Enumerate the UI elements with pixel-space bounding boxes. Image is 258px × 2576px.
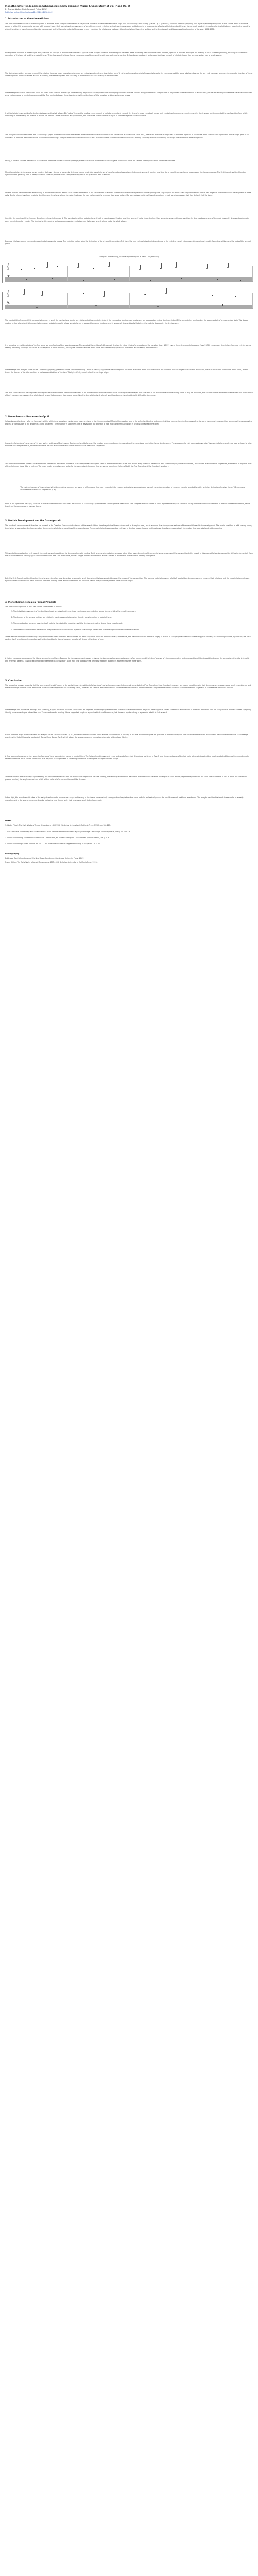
section-heading-bibliography: Bibliography <box>5 852 20 855</box>
article-title: Monothematic Tendencies in Schoenberg's Early Chamber Music: A Case Study of Op. 7 and Op. 9 <box>5 5 130 8</box>
score-brace <box>2 292 4 310</box>
paragraph: The dual-source account has important consequences for the question of monothematicism. If the themes of the work are derived from two independent shapes, then the work is not monothematic in the strong sense. It may be, however, that the two shapes are themselves related: the fourth-chord of bar 1 contains, as a subset, the whole-tone trichord that generates the second group. Whether this relation is structurally significant or merely coincidental is difficult to determine. <box>5 392 253 397</box>
paragraph: That the attempt was ultimately superseded by the twelve-tone method does not diminish its importance. On the contrary, the techniques of motivic saturation and continuous variation developed in these works prepared the ground for the serial practice of the 1920s, in which the row would provide precisely the single source from which all the material of a composition could be derived. <box>5 776 247 781</box>
list-item: 2. The themes of the several sections are related by continuous variation rather than by transformation of a single theme. <box>11 616 112 618</box>
section-heading-intro: 1. Introduction -- Monothematicism <box>5 17 49 20</box>
list-item: 4. The coherence of the whole depends on the perception of intervallic and rhythmic relationships rather than on the recognition of literal thematic returns. <box>11 629 140 631</box>
paragraph: The practical consequences of this view are evident in the Chamber Symphony's treatment of the recapitulation. Here the principal theme returns not in its original form, but in a version that incorporates features of the material heard in the development. The fourths are filled in with passing notes; the rhythm is augmented; the harmonisation draws on the whole-tone sonorities of the second group. The recapitulation thus presents a synthesis of the two source shapes, and in doing so it realises retrospectively the relation that was only latent at the opening. <box>5 524 252 530</box>
paragraph: This synthetic recapitulation is, I suggest, the most convincing evidence for the monothematic reading. But it is a monothematicism achieved rather than given: the unity of the material is not a premise of the composition but its result. In this respect Schoenberg's practice differs fundamentally from that of the nineteenth-century cyclic tradition associated with Liszt and Franck, where a single theme is transformed across a series of movements but retains its identity throughout. <box>5 552 253 557</box>
bibliography-entry: Dahlhaus, Carl. Schoenberg and the New Music. Cambridge: Cambridge University Press, 1987. <box>5 857 84 859</box>
paragraph: Schoenberg's own analytic notes on the Chamber Symphony, preserved in the Arnold Schönberg Center in Vienna, suggest that he too regarded the work as built on more than one source. He identifies two 'Grundgestalten' for the exposition, one built on fourths and one on whole tones, and he traces the themes of the later sections to various combinations of the two. This is, in effect, a dual rather than a single origin. <box>5 369 249 374</box>
paragraph: Schoenberg himself was ambivalent about the term. In his lectures and essays he repeatedly emphasised the importance of 'developing variation' and the need for every element of a composition to be justified by its relationship to a basic idea, yet he was equally insistent that variety and contrast were indispensable to musical comprehensibility. The tension between these two demands lies at the heart of the analytical problems discussed below. <box>5 92 252 97</box>
figure-caption: Example 1. Schoenberg, Chamber Symphony Op. 9, bars 1-12 (reduction) <box>99 256 159 258</box>
paragraph: The preceding analysis suggests that the term 'monothematic' needs to be used with care in relation to Schoenberg's early chamber music. In the weak sense, both the First Quartet and the Chamber Symphony are clearly monothematic: their themes share a recognisable family resemblance, and the relationships between them are audible and structurally significant. In the strong sense, however, the claim is difficult to sustain, since the themes cannot all be derived from a single source without recourse to transformations so general as to make the derivation vacuous. <box>5 684 251 689</box>
article-link-line[interactable]: Published online: https://doi.org/10.1234/mt.2016.0042 <box>5 11 53 13</box>
paragraph: These features distinguish Schoenberg's single-movement forms from the earlier models on which they draw. In Liszt's B minor Sonata, for example, the transformation of themes is largely a matter of changing character while preserving pitch content; in Schoenberg's works, by contrast, the pitch content itself is continuously reworked, so that the identity of a theme becomes a matter of degree rather than of kind. <box>5 636 251 641</box>
paragraph: Monothematicism, in the strong sense, requires that every theme of a work be derivable from a single idea by a finite set of transformational operations. In the weak sense, it requires only that the principal themes share a recognisable family resemblance. The First Quartet and the Chamber Symphony are generally held to satisfy the weak criterion; whether they satisfy the strong one is the question I wish to address. <box>5 171 246 176</box>
footnote: 4. Arnold Schönberg Center, Vienna, MS 14-21. The notes are undated but appear to belong to the period 1917-20. <box>5 843 101 845</box>
bibliography-entry: Frisch, Walter. The Early Works of Arnold Schoenberg, 1893-1908. Berkeley: University of California Press, 1993. <box>5 861 98 863</box>
paragraph: The term 'monothematicism' is commonly used to describe music composed so that all of its principal thematic material derives from a single idea. Schoenberg's First String Quartet, Op. 7 (1904-05) and the Chamber Symphony, Op. 9 (1906) are frequently cited as the central works of his tonal period in which this procedure is pursued with unusual rigour. Both works fuse the movements of a multi-movement cycle into a single continuous span, and both derive a large number of ostensibly independent themes from a small stock of intervallic cells. In what follows I examine the extent to which the notion of a single generating idea can account for the thematic content of these works, and I consider the relationship between Schoenberg's later theoretical writings on the Grundgestalt and his compositional practice of the years 1904-1906. <box>5 23 250 30</box>
article-author-line: By Thomas Walker, Music Research Fellow (2016) <box>5 8 47 10</box>
paragraph: Consider the opening of the Chamber Symphony, shown in Example 1. The work begins with a sustained chord built of superimposed fourths, resolving onto an F major triad; the horn then presents an ascending series of fourths that has become one of the most frequently discussed gestures in early twentieth-century music. The fourth-chord is heard as a dissonance requiring resolution, and its tension is a structural motor for what follows. <box>5 217 249 223</box>
section-heading-notes: Notes <box>5 819 12 822</box>
section-heading-grundgestalt: 3. Motivic Development and the Grundgestalt <box>5 519 61 522</box>
list-item: 3. The recapitulation presents a synthesis of material from both the exposition and the development, rather than a literal restatement. <box>11 622 123 624</box>
footnote: 3. Arnold Schoenberg, Fundamentals of Musical Composition, ed. Gerald Strang and Leonard Stein (London: Faber, 1967), p. 8. <box>5 837 110 839</box>
paragraph: The formal consequences of this view can be summarised as follows: <box>5 606 62 608</box>
paragraph: Future research might fruitfully extend this analysis to the Second Quartet, Op. 10, where the introduction of a voice and the abandonment of tonality in the final movements pose the question of thematic unity in a new and more radical form. It would also be valuable to compare Schoenberg's practice with that of his pupils, particularly Berg's Piano Sonata Op. 1, which adopts the single-movement monothematic model with notable fidelity. <box>5 734 248 739</box>
paragraph: The most striking feature of this passage is the way in which the horn's rising fourths are reinterpreted harmonically. In bar 4 the cumulative fourth-chord functions as an appoggiatura to the dominant; in bar 8 the same pitches are heard as the upper partials of an augmented sixth. This double reading is characteristic of Schoenberg's technique: a single intervallic shape is made to serve opposed harmonic functions, and it is precisely this ambiguity that gives the material its capacity for development. <box>5 319 248 325</box>
paragraph: My argument proceeds in three stages. First, I review the concept of monothematicism as it appears in the analytic literature and distinguish between weak and strong versions of the claim. Second, I present a detailed reading of the opening of the Chamber Symphony, focusing on the motivic derivation of the horn call and the principal theme. Third, I consider the larger formal consequences of the monothematic approach and argue that Schoenberg's practice is better described as a network of related shapes than as a derivation from a single source. <box>5 52 248 57</box>
footnote: 2. Carl Dahlhaus, Schoenberg and the New Music, trans. Derrick Puffett and Alfred Clayton (Cambridge: Cambridge University Press, 1987), pp. 128-33. <box>5 831 131 833</box>
paragraph: Example 1 (shown below) reduces the opening to its essential voices. The reduction makes clear the derivation of the principal theme (bars 5-8) from the horn call, and also the independence of the cello line, which introduces a descending chromatic figure that will become the basis of the second group. <box>5 240 251 245</box>
paragraph: The analytic tradition associated with Schoenberg's pupils and their successors has tended to take the composer's own account of his methods at face value. Erwin Ratz, Josef Rufer and later Rudolph Reti all describe a process in which the whole composition is projected from a single germ. Carl Dahlhaus, in contrast, warned that such accounts risk confusing a compositional ideal with an analytical fact. In the discussion that follows I take Dahlhaus's warning seriously without abandoning the insight that the earlier writers captured. <box>5 134 249 139</box>
footnote: 1. Walter Frisch, The Early Works of Arnold Schoenberg, 1893-1908 (Berkeley: University of California Press, 1993), pp. 180-219. <box>5 824 111 826</box>
section-heading-formal: 4. Monothematicism as a Formal Principle <box>5 601 57 603</box>
list-item: 1. The individual movements of the traditional cycle are absorbed into a single continuous span, with the sonata form providing the overall framework. <box>11 610 136 612</box>
music-score-figure <box>5 262 253 316</box>
section-heading-conclusion: 5. Conclusion <box>5 679 22 682</box>
paragraph: Schoenberg's own theoretical writings, read carefully, support this more nuanced conclusion. His emphasis on developing variation and on the local relations between adjacent ideas suggests a chain rather than a tree model of thematic derivation, and his analytic notes on the Chamber Symphony identify two source shapes rather than one. The monothematic reading, I have suggested, captures a genuine feature of the music, but it does so by describing as a premise what is in fact a result. <box>5 709 251 714</box>
paragraph: Schoenberg's later theory offers a framework within which these questions can be posed more precisely. In the Fundamentals of Musical Composition and in the unfinished treatise on the musical idea, he describes the Grundgestalt as the germ from which a composition grows, and he compares the process of composition to the growth of a living organism. The metaphor is suggestive, but it leaves open the question of how much of the finished work is actually contained in the germ. <box>5 420 252 426</box>
paragraph: The distinction matters because much of the existing literature treats monothematicism as an evaluative rather than a descriptive term. To call a work monothematic is frequently to praise its coherence; yet the same label can obscure the very real contrasts on which the dramatic structure of these works depends. A more nuanced account is needed, one that recognises both the unity of the material and the diversity of its characters. <box>5 72 253 77</box>
paragraph: In this light, the monothematic ideal of the early chamber works appears as a stage on the way to the twelve-tone method, a compositional aspiration that could be fully realised only when the tonal framework had been abandoned. The analytic tradition that reads these works as already monothematic in the strong sense may thus be projecting onto them a unity that belongs properly to the later music. <box>5 796 244 802</box>
block-quote: "The main advantage of this method is that the smallest elements are used in all forms and that many characteristic changes and relations are produced by such elements. A relation of contents can also be established by a similar derivation of motive forms." (Schoenberg, Fundamentals of Musical Composition, p. 8) <box>20 486 246 492</box>
score-brace <box>2 265 4 283</box>
paragraph: In practice Schoenberg's analyses of his own works, and those of Brahms and Beethoven, tend to focus on the relation between adjacent themes rather than on a global derivation from a single source. The procedure he calls 'developing variation' is essentially local: each new idea is shown to arise from the one that precedes it, and the cumulative result is a chain of related shapes rather than a tree with a single root. <box>5 442 252 447</box>
paragraph: Finally, a note on sources. References to the scores are to the Universal Edition printings; measure numbers follow the Gesamtausgabe. Translations from the German are my own unless otherwise indicated. <box>5 160 176 162</box>
section-heading-op9: 2. Monothematic Processes in Op. 9 <box>5 415 49 418</box>
paragraph: A final observation concerns the wider significance of these works in the history of musical form. The fusion of multi-movement cycle and sonata form that Schoenberg achieved in Opp. 7 and 9 represents one of the last major attempts to extend the tonal sonata tradition, and the monothematic tendency of these works can be understood as a response to the problem of sustaining coherence across spans of unprecedented length. <box>5 755 250 760</box>
paragraph: A further consequence concerns the listener's experience of form. Because the themes are continuously evolving, the boundaries between sections are often blurred, and the listener's sense of return depends less on the recognition of literal repetition than on the perception of familiar intervallic and rhythmic patterns. This places considerable demands on the listener, and it may help to explain the difficulty that early audiences experienced with these works. <box>5 657 250 663</box>
paragraph: It is tempting to read the whole of the first group as an unfolding of this opening gesture. The principal theme (bars 5-10) extends the fourths into a chain of arpeggiations; the transition (bars 13-22) inverts them; the cadential passage (bars 23-30) compresses them into a four-note cell. Yet such a reading inevitably privileges the fourth at the expense of other intervals, notably the semitone and the whole tone, which are equally prominent and which are not easily derived from it. <box>5 344 251 349</box>
paragraph: It will be helpful to set out briefly the terminology used in what follows. By 'motive' I mean the smallest recurring unit of melodic or rhythmic content; by 'theme' a larger, relatively closed unit consisting of one or more motives; and by 'basic shape' or Grundgestalt the configuration from which, according to Schoenberg, the themes of a work are derived. These definitions are provisional, and part of the purpose of this study is to test them against the music itself. <box>5 112 248 117</box>
paragraph: This distinction between a chain and a tree model of thematic derivation provides a useful way of reassessing the claim of monothematicism. In the tree model, every theme is traced back to a common origin; in the chain model, each theme is related to its neighbours, but themes at opposite ends of the chain may share little or nothing. The chain model accounts much better for the contrasts of character that are such a prominent feature of both the First Quartet and the Chamber Symphony. <box>5 463 252 468</box>
paragraph: Both the First Quartet and the Chamber Symphony are therefore best described as works in which thematic unity is constructed through the course of the composition. The opening material presents a field of possibilities; the development explores their relations; and the recapitulation realises a synthesis that could not have been predicted from the opening alone. Monothematicism, on this view, names the goal of the process rather than its origin. <box>5 577 250 582</box>
paragraph: Read in the light of this passage, the claim of monothematicism looks less like a description of Schoenberg's practice than a retrospective idealisation. The composer himself seems to have regarded the unity of a work as arising from the continuous variation of a small number of elements, rather than from the dominance of a single theme. <box>5 503 250 508</box>
paragraph: Several authors have answered affirmatively. In an influential study, Walter Frisch traced the themes of the First Quartet to a small number of intervallic cells presented in the opening bars, arguing that the work's vast single-movement form is held together by the continuous development of these cells. Similar claims have been made for the Chamber Symphony, where the rising fourths of the horn call are said to permeate the whole texture. My own analysis confirms these observations in part, but also suggests that they tell only half the story. <box>5 192 251 197</box>
